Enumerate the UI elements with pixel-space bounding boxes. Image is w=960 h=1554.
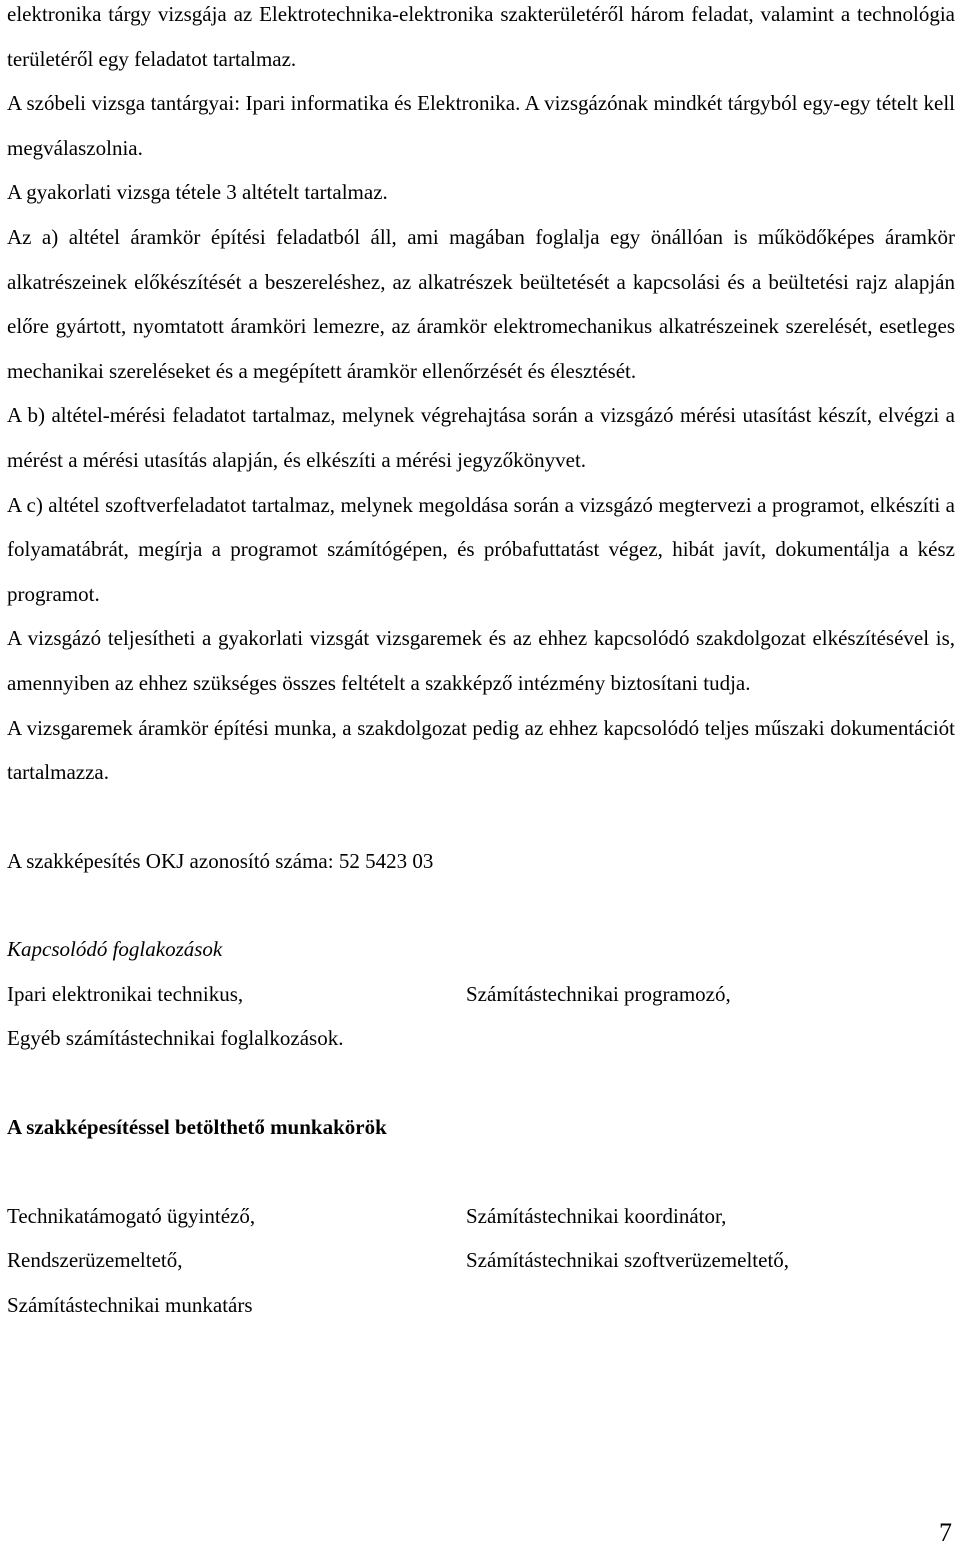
job-item: Technikatámogató ügyintéző, [7,1203,256,1228]
job-item: Számítástechnikai munkatárs [7,1292,253,1317]
spacer [7,795,955,839]
job-item: Rendszerüzemeltető, [7,1248,183,1273]
related-occupation-item: Számítástechnikai programozó, [466,981,731,1006]
spacer [7,1150,955,1194]
paragraph-subtask-a: Az a) altétel áramkör építési feladatból áll, ami magában foglalja egy önállóan is működőképes áramkör alkatrészeinek előkészítését a beszereléshez, az alkatrészek beültetését a kapcsolási és a beültetési rajz alapján előre gyártott, nyomtatott áramköri lemezre, az áramkör elektromechanikus alkatrészeinek szerelését, esetleges mechanikai szereléseket és a megépített áramkör ellenőrzését és élesztését. [7,224,955,383]
page-number: 7 [939,1518,952,1547]
okj-identifier: A szakképesítés OKJ azonosító száma: 52 5423 03 [7,848,434,873]
job-item: Számítástechnikai koordinátor, [466,1203,727,1228]
related-occupations-row [7,972,955,1017]
paragraph-subtask-b: A b) altétel-mérési feladatot tartalmaz, melynek végrehajtása során a vizsgázó mérési utasítást készít, elvégzi a mérést a mérési utasítás alapján, és elkészíti a mérési jegyzőkönyvet. [7,403,955,472]
document-page [7,0,955,1327]
paragraph-project-content: A vizsgaremek áramkör építési munka, a szakdolgozat pedig az ehhez kapcsolódó teljes műszaki dokumentációt tartalmazza. [7,715,955,785]
spacer [7,883,955,927]
jobs-heading: A szakképesítéssel betölthető munkakörök [7,1115,387,1140]
related-occupations-row [7,1016,955,1061]
intro-paragraph-practical: A gyakorlati vizsga tétele 3 altételt tartalmaz. [7,180,388,205]
related-occupation-item: Ipari elektronikai technikus, [7,981,244,1006]
related-occupations-heading: Kapcsolódó foglakozások [7,937,223,962]
paragraph-subtask-c: A c) altétel szoftverfeladatot tartalmaz, melynek megoldása során a vizsgázó megtervezi a programot, elkészíti a folyamatábrát, megírja a programot számítógépen, és próbafuttatást végez, hibát javít, dokumentálja a kész programot. [7,492,955,606]
jobs-row [7,1194,955,1239]
job-item: Számítástechnikai szoftverüzemeltető, [466,1248,790,1273]
spacer [7,1061,955,1105]
jobs-row [7,1238,955,1283]
related-occupation-item: Egyéb számítástechnikai foglalkozások. [7,1026,344,1051]
paragraph-exam-project: A vizsgázó teljesítheti a gyakorlati vizsgát vizsgaremek és az ehhez kapcsolódó szakdolgozat elkészítésével is, amennyiben az ehhez szükséges összes feltételt a szakképző intézmény biztosítani tudja. [7,626,955,695]
intro-paragraph-oral: A szóbeli vizsga tantárgyai: Ipari informatika és Elektronika. A vizsgázónak mindkét tárgyból egy-egy tételt kell megválaszolnia. [7,91,955,160]
jobs-row [7,1283,955,1328]
intro-paragraph-exam: elektronika tárgy vizsgája az Elektrotechnika-elektronika szakterületéről három feladat, valamint a technológia területéről egy feladatot tartalmaz. [7,2,955,71]
